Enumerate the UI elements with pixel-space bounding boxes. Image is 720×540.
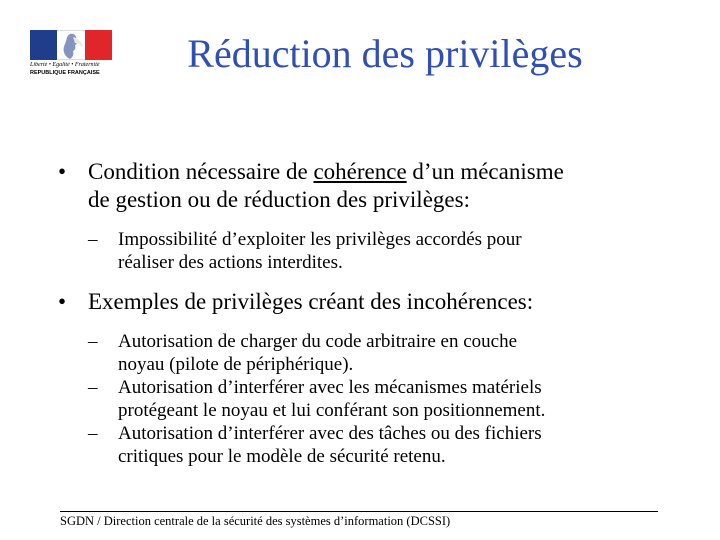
sub-bullet-line: Impossibilité d’exploiter les privilèges accordés pour: [118, 229, 522, 250]
bullet-item: [58, 158, 678, 214]
sub-bullet-item: [58, 376, 678, 422]
sub-bullet-line: Autorisation de charger du code arbitraire en couche: [118, 331, 517, 352]
sub-bullet-line: réaliser des actions interdites.: [118, 252, 343, 273]
sub-bullet-line: Autorisation d’interférer avec des tâches ou des fichiers: [118, 423, 542, 444]
slide-title: Réduction des privilèges: [187, 31, 583, 76]
bullet-line: Exemples de privilèges créant des incohérences:: [88, 289, 534, 314]
bullet-item: [58, 288, 678, 316]
underlined-term: cohérence: [313, 159, 407, 184]
marianne-profile-icon: [56, 32, 86, 60]
dash-icon: –: [88, 423, 98, 444]
logo-republic-text: RÉPUBLIQUE FRANÇAISE: [30, 70, 100, 76]
dash-icon: –: [88, 377, 98, 398]
sub-bullet-line: Autorisation d’interférer avec les mécanismes matériels: [118, 377, 542, 398]
sub-bullet-item: [58, 228, 678, 274]
bullet-line: de gestion ou de réduction des privilèges:: [88, 187, 470, 212]
bullet-line: Condition nécessaire de cohérence d’un mécanisme: [88, 159, 564, 184]
bullet-icon: •: [58, 289, 67, 314]
logo-motto: Liberté • Égalité • Fraternité: [30, 62, 100, 68]
sub-bullet-line: critiques pour le modèle de sécurité retenu.: [118, 446, 446, 467]
slide-content: [58, 158, 678, 468]
dash-icon: –: [88, 229, 98, 250]
sub-bullet-line: noyau (pilote de périphérique).: [118, 354, 354, 375]
sub-bullet-item: [58, 330, 678, 376]
republique-francaise-logo: [28, 28, 114, 78]
footer-text: SGDN / Direction centrale de la sécurité des systèmes d’information (DCSSI): [60, 514, 451, 528]
bullet-icon: •: [58, 159, 67, 184]
sub-bullet-item: [58, 422, 678, 468]
dash-icon: –: [88, 331, 98, 352]
footer-divider: [60, 511, 658, 512]
sub-bullet-line: protégeant le noyau et lui conférant son positionnement.: [118, 400, 546, 421]
